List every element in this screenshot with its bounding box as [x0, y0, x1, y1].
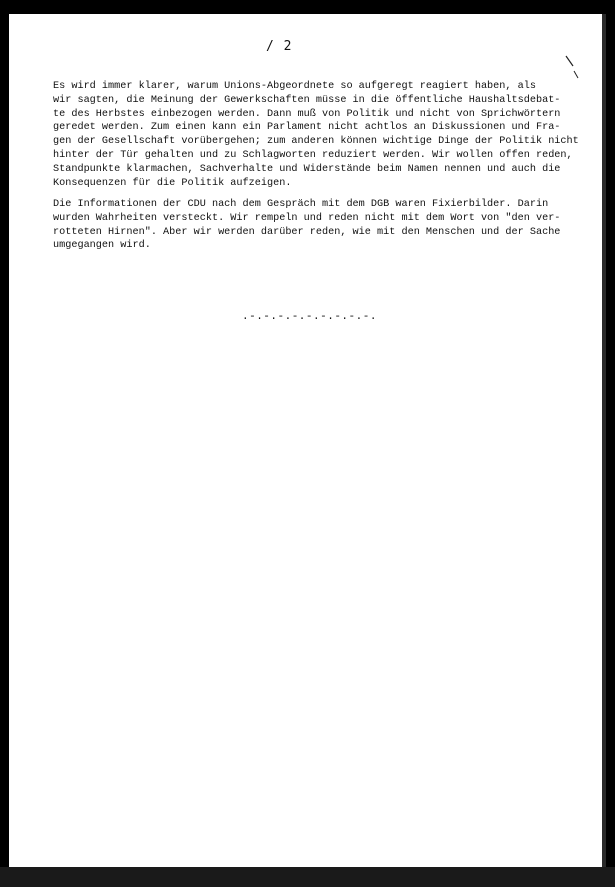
paragraph-line: te des Herbstes einbezogen werden. Dann muß von Politik und nicht von Sprichwörtern [53, 108, 561, 120]
paragraph-line: hinter der Tür gehalten und zu Schlagworten reduziert werden. Wir wollen offen reden, [53, 149, 573, 161]
page-number: / 2 [266, 39, 293, 54]
paragraph-line: geredet werden. Zum einen kann ein Parlament nicht achtlos an Diskussionen und Fra- [53, 122, 561, 134]
paragraph-line: Es wird immer klarer, warum Unions-Abgeordnete so aufgeregt reagiert haben, als [53, 81, 536, 92]
paragraph-1 [53, 80, 583, 190]
paragraph-line: umgegangen wird. [53, 240, 151, 252]
paragraph-line: wurden Wahrheiten versteckt. Wir rempeln und reden nicht mit dem Wort von "den ver- [53, 212, 561, 224]
scan-edge [602, 14, 606, 867]
paragraph-2 [53, 198, 583, 253]
paragraph-line: wir sagten, die Meinung der Gewerkschaften müsse in die öffentliche Haushaltsdebat- [53, 94, 561, 106]
paragraph-line: rotteten Hirnen". Aber wir werden darüber reden, wie mit den Menschen und der Sache [53, 226, 561, 238]
scan-bottom-edge [0, 867, 615, 887]
section-separator: .-.-.-.-.-.-.-.-.-. [242, 311, 377, 323]
paragraph-line: Standpunkte klarmachen, Sachverhalte und Widerstände beim Namen nennen und auch die [53, 163, 561, 175]
document-page [9, 14, 602, 867]
paragraph-line: Konsequenzen für die Politik aufzeigen. [53, 177, 292, 189]
paragraph-line: Die Informationen der CDU nach dem Gespräch mit dem DGB waren Fixierbilder. Darin [53, 199, 549, 210]
paragraph-line: gen der Gesellschaft vorübergehen; zum anderen können wichtige Dinge der Politik nicht [53, 136, 579, 148]
corner-mark-icon [564, 54, 580, 80]
